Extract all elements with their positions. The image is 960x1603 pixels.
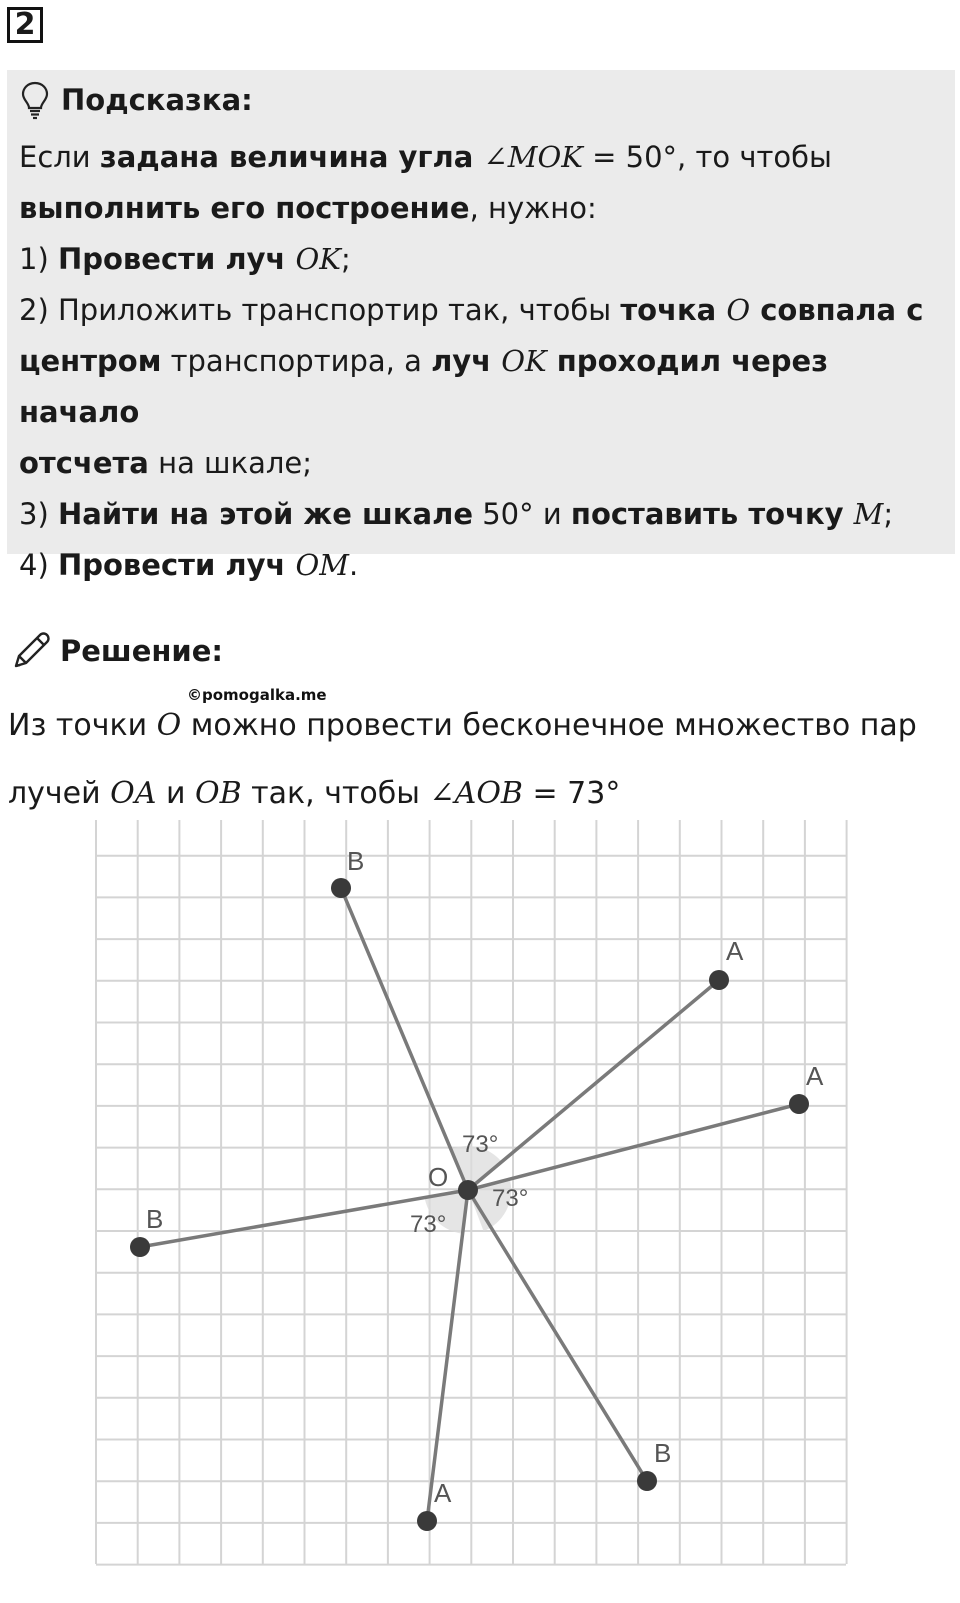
solution-line [8,760,948,828]
text: 50° и [473,497,571,531]
math-ray: OA [110,776,157,811]
text: транспортира, а [161,344,432,378]
label-a-1: A [726,936,744,966]
solution-header [10,628,223,674]
text: = 73° [522,776,621,811]
bold-text: совпала с [750,293,924,327]
bold-text: точка [620,293,727,327]
text: Из точки [8,708,157,743]
hint-step-2-end [19,438,943,489]
math-point: O [726,293,751,327]
point-a-1 [709,970,729,990]
points [130,878,809,1531]
hint-header [19,78,943,122]
text: . [349,548,359,582]
bold-text: Найти на этой же шкале [57,497,473,531]
math-ray: OK [295,242,341,276]
label-b-3: B [654,1438,672,1468]
math-ray: OM [295,548,349,582]
text: на шкале; [148,446,313,480]
step-number: 4) [19,548,58,582]
point-b-2 [130,1237,150,1257]
angle-label-2: 73° [492,1185,529,1212]
text: лучей [8,776,111,811]
point-o [458,1180,478,1200]
solution-text [8,692,948,828]
solution-line [8,692,948,760]
task-number: 2 [7,7,43,43]
angle-label-3: 73° [410,1211,447,1238]
math-ray: OB [195,776,242,811]
point-b-1 [331,878,351,898]
bold-text: Провести луч [57,548,296,582]
hint-body [19,132,943,591]
text: ; [883,497,894,531]
math-angle: ∠MOK [483,140,583,174]
hint-box [7,70,955,582]
label-b-1: B [347,846,365,876]
point-b-3 [637,1471,657,1491]
hint-step-4 [19,540,943,591]
hint-line [19,183,943,234]
solution-title: Решение: [60,634,224,668]
pencil-icon [10,630,52,672]
hint-step-3 [19,489,943,540]
geometry-figure [0,820,960,1580]
math-ray: OK [501,344,547,378]
hint-step-2 [19,285,943,336]
bold-text: центром [19,344,162,378]
math-point: O [156,708,182,743]
step-number: 3) [19,497,58,531]
text: = 50°, то чтобы [582,140,832,174]
ray-ob-1 [341,888,468,1190]
text: можно провести бесконечное множество пар [181,708,917,743]
bold-text: выполнить его построение [19,191,470,225]
bold-text: луч [431,344,502,378]
point-a-3 [417,1511,437,1531]
ray-ob-3 [468,1190,647,1481]
bold-text: задана величина угла [99,140,484,174]
text: и [156,776,195,811]
text: Приложить транспортир так, чтобы [57,293,621,327]
watermark: ©pomogalka.me [187,686,327,704]
lightbulb-icon [19,80,51,120]
label-o: O [428,1162,449,1192]
bold-text: поставить точку [570,497,854,531]
step-number: 2) [19,293,58,327]
label-a-3: A [434,1478,452,1508]
bold-text: проходил через начало [19,344,829,429]
label-a-2: A [806,1061,824,1091]
hint-step-1 [19,234,943,285]
text: так, чтобы [241,776,430,811]
rays [140,888,799,1521]
step-number: 1) [19,242,58,276]
text: ; [340,242,351,276]
text: Если [19,140,100,174]
point-a-2 [789,1094,809,1114]
bold-text: Провести луч [57,242,296,276]
hint-line [19,132,943,183]
angle-label-1: 73° [462,1131,499,1158]
text: , нужно: [469,191,597,225]
label-b-2: B [146,1204,164,1234]
math-point: M [853,497,884,531]
hint-title: Подсказка: [61,83,253,117]
bold-text: отсчета [19,446,149,480]
hint-step-2-cont [19,336,943,438]
math-angle: ∠AOB [429,776,523,811]
